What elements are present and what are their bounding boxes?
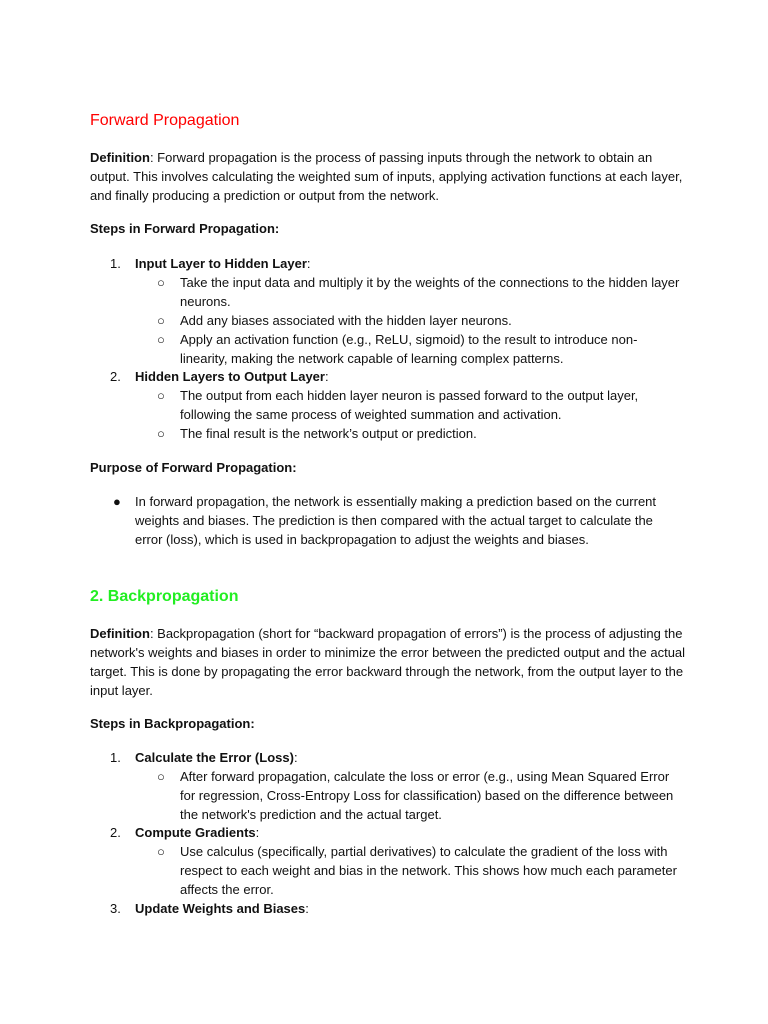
step-colon: : [255, 825, 260, 840]
definition-body: : Forward propagation is the process of passing inputs through the network to obtain an output. This involves calculating the weighted sum of inputs, applying activation functions at each layer, and finally producing a prediction or output from the network. [90, 150, 683, 203]
subheading-text: Steps in Backpropagation: [90, 716, 255, 731]
heading-text: Forward Propagation [90, 112, 240, 129]
definition-text [90, 148, 690, 205]
list-item-text [135, 823, 685, 842]
sub-list-item-text: The output from each hidden layer neuron is passed forward to the output layer, following the same process of weighted summation and activation. [180, 388, 639, 422]
definition-paragraph [90, 624, 690, 700]
heading-text: 2. Backpropagation [90, 588, 239, 605]
sub-list-item-text: Apply an activation function (e.g., ReLU, sigmoid) to the result to introduce non-linearity, making the network capable of learning complex patterns. [180, 332, 638, 366]
sub-list-item-text: The final result is the network’s output or prediction. [180, 426, 477, 441]
list-number: 3. [110, 901, 121, 916]
subheading-text: Steps in Forward Propagation: [90, 221, 280, 236]
definition-body: : Backpropagation (short for “backward propagation of errors”) is the process of adjusting the network's weights and biases in order to minimize the error between the predicted output and the actual target. This is done by propagating the error backward through the network, from the output layer to the input layer. [90, 626, 686, 698]
list-item-text [135, 367, 685, 386]
section-heading-forward [90, 111, 690, 131]
solid-bullet-icon: ● [113, 494, 121, 509]
subheading-steps-backprop [90, 714, 690, 733]
section-heading-backprop [90, 587, 690, 607]
subheading-purpose [90, 458, 690, 477]
hollow-bullet-icon: ○ [157, 426, 165, 441]
list-item-text [135, 254, 685, 273]
step-colon: : [293, 750, 298, 765]
definition-label: Definition [90, 626, 150, 641]
hollow-bullet-icon: ○ [157, 388, 165, 403]
list-number: 2. [110, 369, 121, 384]
list-number: 2. [110, 825, 121, 840]
definition-label: Definition [90, 150, 150, 165]
list-item-text [135, 899, 685, 918]
sub-list-item-text: Use calculus (specifically, partial derivatives) to calculate the gradient of the loss with respect to each weight and bias in the network. This shows how much each parameter affects the error. [180, 844, 677, 897]
sub-list-item-text: Take the input data and multiply it by the weights of the connections to the hidden layer neurons. [180, 275, 680, 309]
list-item-text [135, 748, 685, 767]
step-colon: : [305, 901, 309, 916]
bullet-item-text: In forward propagation, the network is essentially making a prediction based on the current weights and biases. The prediction is then compared with the actual target to calculate the error (loss), which is used in backpropagation to adjust the weights and biases. [135, 494, 657, 547]
step-title: Hidden Layers to Output Layer [135, 369, 325, 384]
hollow-bullet-icon: ○ [157, 313, 165, 328]
definition-text [90, 624, 690, 700]
list-number: 1. [110, 750, 121, 765]
hollow-bullet-icon: ○ [157, 332, 165, 347]
list-number: 1. [110, 256, 121, 271]
definition-paragraph [90, 148, 690, 205]
step-title: Compute Gradients [135, 825, 256, 840]
subheading-steps-forward [90, 219, 690, 238]
sub-list-item-text: Add any biases associated with the hidden layer neurons. [180, 313, 512, 328]
step-title: Input Layer to Hidden Layer [135, 256, 307, 271]
hollow-bullet-icon: ○ [157, 769, 165, 784]
step-colon: : [324, 369, 329, 384]
step-colon: : [306, 256, 311, 271]
sub-list-item-text: After forward propagation, calculate the loss or error (e.g., using Mean Squared Error for regression, Cross-Entropy Loss for classification) based on the difference between the network's prediction and the actual target. [180, 769, 674, 822]
hollow-bullet-icon: ○ [157, 844, 165, 859]
step-title: Update Weights and Biases [135, 901, 306, 916]
step-title: Calculate the Error (Loss) [135, 750, 294, 765]
hollow-bullet-icon: ○ [157, 275, 165, 290]
subheading-text: Purpose of Forward Propagation: [90, 460, 297, 475]
